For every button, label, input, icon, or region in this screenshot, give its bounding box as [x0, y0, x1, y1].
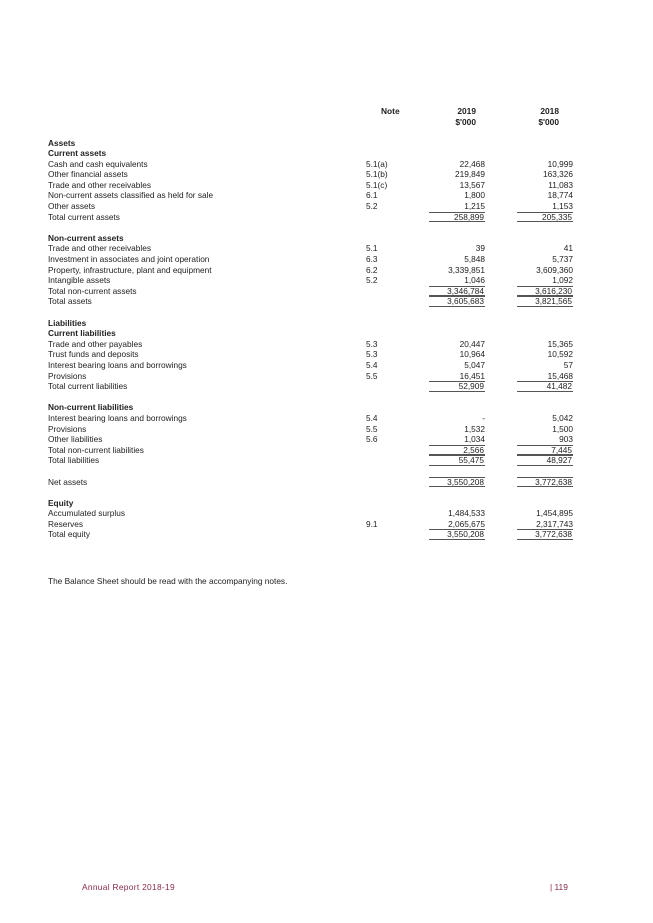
row-label: Trade and other receivables: [48, 179, 152, 190]
value-2019: 39: [475, 243, 485, 254]
row-note: 5.4: [366, 359, 378, 370]
footer-page-number: | 119: [550, 882, 568, 892]
row-note: 5.2: [366, 201, 378, 212]
section-heading-row: [48, 402, 588, 413]
row-label: Total non-current assets: [48, 285, 137, 296]
value-2019: 3,339,851: [448, 264, 485, 275]
table-row: [48, 360, 588, 371]
table-row: [48, 243, 588, 254]
row-label: Property, infrastructure, plant and equipment: [48, 264, 212, 275]
value-2019: 55,475: [429, 455, 485, 466]
value-2018: 163,326: [543, 169, 573, 180]
row-label: Liabilities: [48, 317, 87, 328]
value-2018: 15,468: [547, 370, 573, 381]
value-2019: 1,034: [464, 434, 485, 445]
row-label: Trade and other receivables: [48, 243, 152, 254]
total-row: [48, 529, 588, 540]
year-2018-label: 2018: [540, 106, 559, 116]
value-2019: 1,484,533: [448, 508, 485, 519]
section-heading-row: [48, 138, 588, 149]
table-row: [48, 519, 588, 530]
table-row: [48, 413, 588, 424]
row-label: Current assets: [48, 148, 107, 159]
note-header-label: Note: [381, 106, 400, 116]
value-2018: 5,042: [552, 412, 573, 423]
value-2019: 2,065,675: [448, 518, 485, 529]
value-2019: 16,451: [459, 370, 485, 381]
value-2018: 3,821,565: [517, 296, 573, 307]
section-heading-row: [48, 148, 588, 159]
balance-sheet-table: [48, 138, 588, 541]
value-2019: 2,566: [429, 445, 485, 456]
row-note: 5.1(c): [366, 179, 388, 190]
row-spacer: [48, 392, 588, 403]
column-header-2018: [518, 106, 559, 128]
table-row: [48, 349, 588, 360]
value-2018: 205,335: [517, 212, 573, 223]
value-2018: 7,445: [517, 445, 573, 456]
row-spacer: [48, 466, 588, 477]
table-row: [48, 265, 588, 276]
unit-2019-label: $'000: [455, 117, 476, 127]
value-2019: 1,215: [464, 201, 485, 212]
row-label: Investment in associates and joint operation: [48, 254, 210, 265]
value-2018: 41: [563, 243, 573, 254]
total-row: [48, 455, 588, 466]
table-row: [48, 339, 588, 350]
table-row: [48, 275, 588, 286]
row-label: Trust funds and deposits: [48, 349, 139, 360]
row-note: 6.2: [366, 264, 378, 275]
value-2018: 11,083: [548, 179, 573, 190]
year-2019-label: 2019: [457, 106, 476, 116]
row-note: 5.5: [366, 370, 378, 381]
row-label: Assets: [48, 137, 76, 148]
table-row: [48, 169, 588, 180]
row-label: Cash and cash equivalents: [48, 158, 148, 169]
footer-report-title: Annual Report 2018-19: [82, 882, 175, 892]
row-label: Other financial assets: [48, 169, 128, 180]
row-label: Equity: [48, 497, 74, 508]
row-note: 6.3: [366, 254, 378, 265]
value-2018: 10,999: [547, 158, 573, 169]
value-2019: 10,964: [459, 349, 485, 360]
row-spacer: [48, 487, 588, 498]
row-label: Accumulated surplus: [48, 508, 126, 519]
value-2018: 903: [559, 434, 573, 445]
value-2019: 13,567: [459, 179, 485, 190]
section-heading-row: [48, 318, 588, 329]
footnote: The Balance Sheet should be read with the accompanying notes.: [48, 576, 288, 586]
table-row: [48, 190, 588, 201]
table-row: [48, 424, 588, 435]
value-2019: 52,909: [429, 381, 485, 392]
section-heading-row: [48, 498, 588, 509]
row-label: Other assets: [48, 201, 96, 212]
row-label: Interest bearing loans and borrowings: [48, 359, 187, 370]
row-note: 5.1(b): [366, 169, 388, 180]
unit-2018-label: $'000: [538, 117, 559, 127]
value-2018: 1,092: [552, 275, 573, 286]
total-row: [48, 477, 588, 488]
section-heading-row: [48, 233, 588, 244]
row-note: 5.1(a): [366, 158, 388, 169]
table-row: [48, 371, 588, 382]
table-row: [48, 508, 588, 519]
row-note: 5.4: [366, 412, 378, 423]
row-label: Current liabilities: [48, 328, 116, 339]
row-note: 5.3: [366, 349, 378, 360]
total-row: [48, 296, 588, 307]
value-2019: 258,899: [429, 212, 485, 223]
column-header-note: [381, 106, 421, 117]
row-label: Reserves: [48, 518, 84, 529]
row-label: Non-current assets: [48, 232, 124, 243]
row-spacer: [48, 222, 588, 233]
value-2019: 219,849: [455, 169, 485, 180]
value-2019: 20,447: [459, 338, 485, 349]
row-label: Provisions: [48, 423, 87, 434]
total-row: [48, 445, 588, 456]
value-2019: 1,800: [464, 190, 485, 201]
row-label: Intangible assets: [48, 275, 111, 286]
column-header-2019: [430, 106, 476, 128]
value-2019: 1,532: [464, 423, 485, 434]
value-2018: 3,609,360: [536, 264, 573, 275]
row-note: 5.3: [366, 338, 378, 349]
value-2018: 10,592: [547, 349, 573, 360]
value-2018: 3,772,638: [517, 529, 573, 540]
row-label: Interest bearing loans and borrowings: [48, 412, 187, 423]
value-2018: 57: [563, 359, 573, 370]
value-2019: -: [482, 412, 485, 423]
row-note: 5.5: [366, 423, 378, 434]
value-2018: 1,454,895: [536, 508, 573, 519]
value-2018: 5,737: [552, 254, 573, 265]
total-row: [48, 381, 588, 392]
row-label: Other liabilities: [48, 434, 103, 445]
value-2019: 3,605,683: [429, 296, 485, 307]
row-label: Total non-current liabilities: [48, 444, 144, 455]
value-2019: 5,047: [464, 359, 485, 370]
table-row: [48, 180, 588, 191]
row-label: Trade and other payables: [48, 338, 143, 349]
section-heading-row: [48, 328, 588, 339]
row-label: Non-current assets classified as held for sale: [48, 190, 214, 201]
value-2018: 2,317,743: [536, 518, 573, 529]
total-row: [48, 212, 588, 223]
value-2018: 1,153: [552, 201, 573, 212]
row-note: 9.1: [366, 518, 378, 529]
row-label: Total current liabilities: [48, 381, 128, 392]
value-2018: 1,500: [552, 423, 573, 434]
row-note: 5.6: [366, 434, 378, 445]
row-note: 5.1: [366, 243, 378, 254]
value-2018: 41,482: [517, 381, 573, 392]
row-note: 6.1: [366, 190, 378, 201]
row-label: Total liabilities: [48, 455, 100, 466]
table-row: [48, 159, 588, 170]
value-2019: 22,468: [459, 158, 485, 169]
value-2018: 15,365: [547, 338, 573, 349]
total-row: [48, 286, 588, 297]
value-2018: 48,927: [517, 455, 573, 466]
table-row: [48, 201, 588, 212]
value-2019: 5,848: [464, 254, 485, 265]
value-2018: 3,772,638: [517, 477, 573, 488]
value-2018: 3,616,230: [517, 286, 573, 297]
row-label: Net assets: [48, 476, 88, 487]
value-2019: 3,346,784: [429, 286, 485, 297]
value-2018: 18,774: [547, 190, 573, 201]
row-label: Total assets: [48, 296, 92, 307]
value-2019: 3,550,208: [429, 477, 485, 488]
row-label: Non-current liabilities: [48, 402, 134, 413]
table-row: [48, 254, 588, 265]
row-label: Total current assets: [48, 211, 120, 222]
row-label: Provisions: [48, 370, 87, 381]
row-note: 5.2: [366, 275, 378, 286]
value-2019: 3,550,208: [429, 529, 485, 540]
value-2019: 1,046: [464, 275, 485, 286]
row-spacer: [48, 307, 588, 318]
table-row: [48, 434, 588, 445]
row-label: Total equity: [48, 529, 90, 540]
